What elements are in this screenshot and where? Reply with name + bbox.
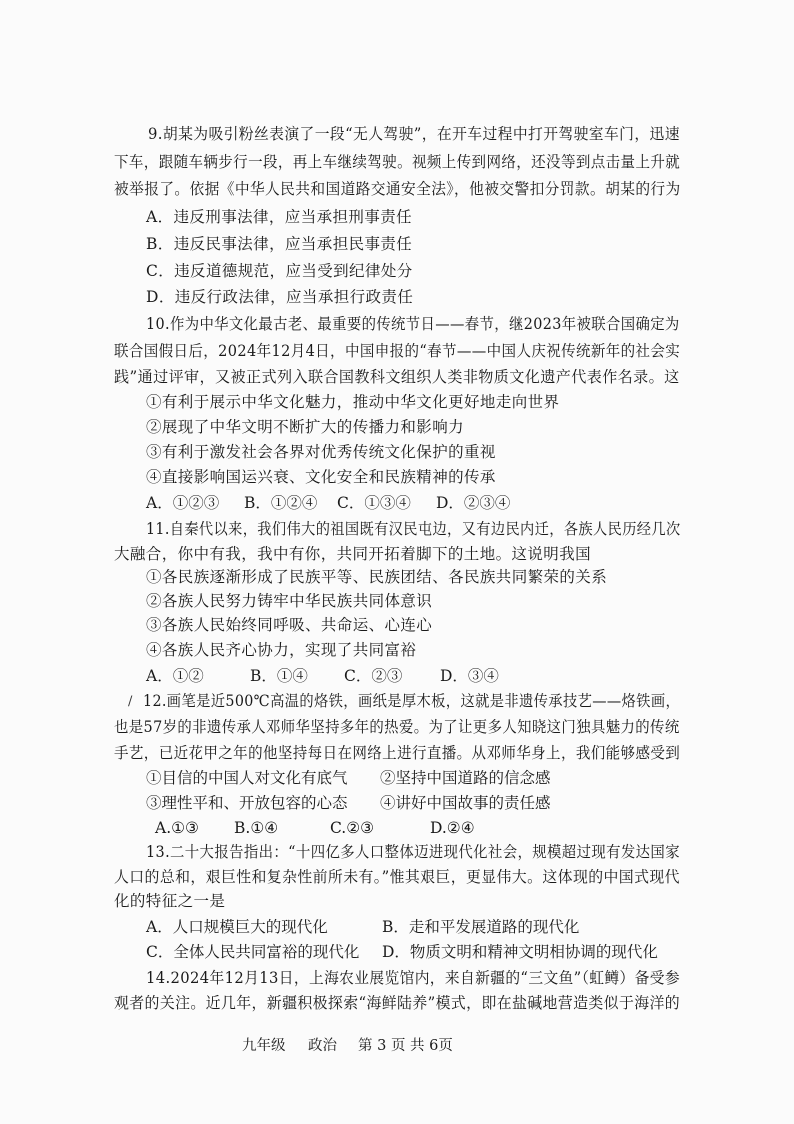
q11-choice-c: C．②③ bbox=[344, 667, 403, 685]
q12-choice-c: C.②③ bbox=[330, 819, 375, 837]
q9-option-b: B．违反民事法律，应当承担民事责任 bbox=[146, 235, 413, 253]
q12-statement-4: ④讲好中国故事的责任感 bbox=[380, 794, 551, 812]
pen-mark: / bbox=[128, 694, 133, 709]
q10-choice-b: B．①②④ bbox=[244, 494, 318, 512]
q14-line-2: 观者的关注。近几年，新疆积极探索“海鲜陆养”模式，即在盐碱地营造类似于海洋的 bbox=[114, 994, 681, 1012]
q10-statement-1: ①有利于展示中华文化魅力，推动中华文化更好地走向世界 bbox=[146, 393, 560, 411]
q13-option-b: B．走和平发展道路的现代化 bbox=[382, 918, 580, 936]
q10-choice-c: C．①③④ bbox=[337, 494, 411, 512]
q13-option-c: C．全体人民共同富裕的现代化 bbox=[146, 943, 360, 961]
q11-statement-3: ③各族人民始终同呼吸、共命运、心连心 bbox=[146, 616, 433, 634]
q11-line-2: 大融合，你中有我，我中有你，共同开拓着脚下的土地。这说明我国 bbox=[114, 545, 592, 563]
q11-line-1: 11.自秦代以来，我们伟大的祖国既有汉民屯边，又有边民内迁，各族人民历经几次 bbox=[146, 520, 681, 538]
q10-choice-a: A．①②③ bbox=[146, 494, 220, 512]
q12-choice-b: B.①④ bbox=[234, 819, 279, 837]
q11-choice-b: B．①④ bbox=[250, 667, 308, 685]
q9-option-c: C．违反道德规范，应当受到纪律处分 bbox=[146, 262, 413, 280]
footer-page-info: 第 3 页 共 6页 bbox=[358, 1038, 453, 1054]
q12-statement-2: ②坚持中国道路的信念感 bbox=[380, 769, 551, 787]
q14-line-1: 14.2024年12月13日，上海农业展览馆内，来自新疆的“三文鱼”（虹鳟）备受参 bbox=[146, 969, 680, 987]
q13-option-a: A．人口规模巨大的现代化 bbox=[146, 918, 328, 936]
q11-statement-4: ④各族人民齐心协力，实现了共同富裕 bbox=[146, 641, 417, 659]
q9-line-1: 9.胡某为吸引粉丝表演了一段“无人驾驶”，在开车过程中打开驾驶室车门，迅速 bbox=[148, 125, 680, 143]
q11-statement-1: ①各民族逐渐形成了民族平等、民族团结、各民族共同繁荣的关系 bbox=[146, 568, 608, 586]
q9-option-d: D．违反行政法律，应当承担行政责任 bbox=[146, 288, 414, 306]
q10-statement-2: ②展现了中华文明不断扩大的传播力和影响力 bbox=[146, 418, 465, 436]
footer-grade: 九年级 bbox=[242, 1038, 286, 1054]
q10-statement-4: ④直接影响国运兴衰、文化安全和民族精神的传承 bbox=[146, 468, 496, 486]
q9-line-2: 下车，跟随车辆步行一段，再上车继续驾驶。视频上传到网络，还没等到点击量上升就 bbox=[114, 153, 681, 171]
q12-statement-3: ③理性平和、开放包容的心态 bbox=[146, 794, 348, 812]
q13-line-2: 人口的总和，艰巨性和复杂性前所未有。”惟其艰巨，更显伟大。这体现的中国式现代 bbox=[114, 868, 680, 886]
q12-choice-a: A.①③ bbox=[155, 819, 199, 837]
q11-choice-a: A．①② bbox=[146, 667, 204, 685]
q10-line-1: 10.作为中华文化最古老、最重要的传统节日——春节，继2023年被联合国确定为 bbox=[146, 315, 680, 333]
q13-line-3: 化的特征之一是 bbox=[114, 892, 226, 910]
q12-choice-d: D.②④ bbox=[430, 819, 475, 837]
q13-option-d: D．物质文明和精神文明相协调的现代化 bbox=[382, 943, 658, 961]
q10-line-3: 践”通过评审，又被正式列入联合国教科文组织人类非物质文化遗产代表作名录。这 bbox=[114, 368, 680, 386]
q12-line-3: 手艺，已近花甲之年的他坚持每日在网络上进行直播。从邓师华身上，我们能够感受到 bbox=[114, 744, 681, 762]
q13-line-1: 13.二十大报告指出：“十四亿多人口整体迈进现代化社会，规模超过现有发达国家 bbox=[146, 843, 680, 861]
footer-subject: 政治 bbox=[308, 1038, 337, 1054]
q10-line-2: 联合国假日后，2024年12月4日，中国申报的“春节——中国人庆祝传统新年的社会实 bbox=[114, 342, 681, 360]
q11-choice-d: D．③④ bbox=[440, 667, 499, 685]
q12-statement-1: ①目信的中国人对文化有底气 bbox=[146, 769, 348, 787]
q12-line-1: 12.画笔是近500℃高温的烙铁，画纸是厚木板，这就是非遗传承技艺——烙铁画， bbox=[143, 692, 681, 710]
q12-line-2: 也是57岁的非遗传承人邓师华坚持多年的热爱。为了让更多人知晓这门独具魅力的传统 bbox=[114, 718, 680, 736]
q10-choice-d: D．②③④ bbox=[436, 494, 511, 512]
q11-statement-2: ②各族人民努力铸牢中华民族共同体意识 bbox=[146, 592, 433, 610]
q10-statement-3: ③有利于激发社会各界对优秀传统文化保护的重视 bbox=[146, 443, 496, 461]
q9-line-3: 被举报了。依据《中华人民共和国道路交通安全法》，他被交警扣分罚款。胡某的行为 bbox=[114, 180, 681, 198]
q9-option-a: A．违反刑事法律，应当承担刑事责任 bbox=[146, 208, 412, 226]
